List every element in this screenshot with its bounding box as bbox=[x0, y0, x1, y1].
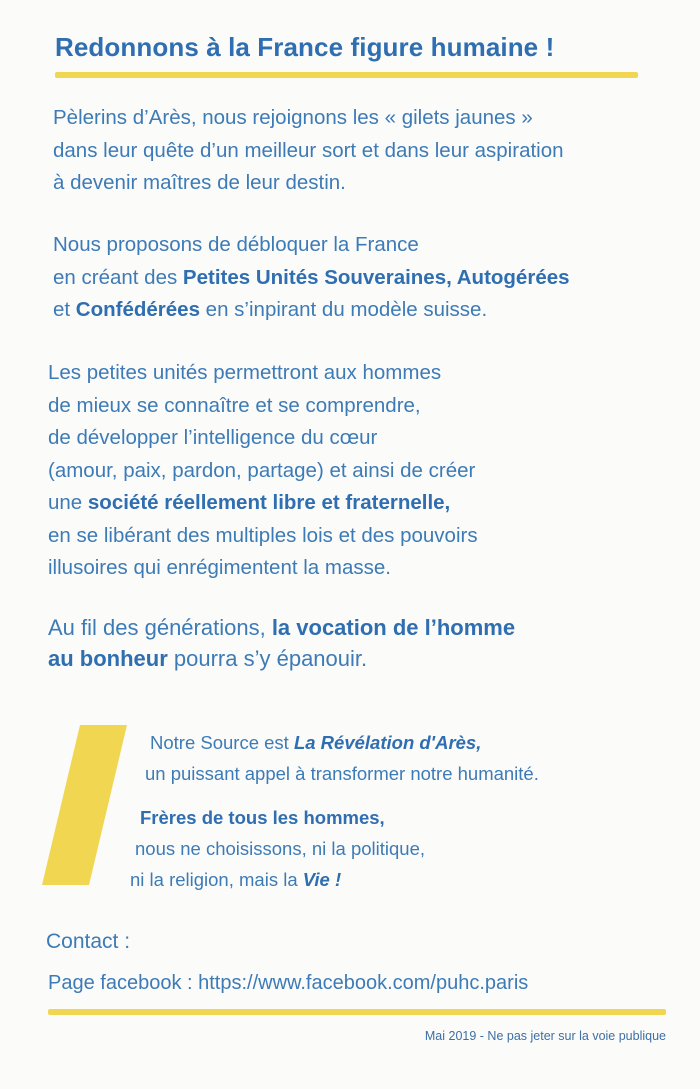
page-title: Redonnons à la France figure humaine ! bbox=[55, 32, 555, 62]
proposal-line bbox=[53, 262, 570, 295]
vocation-emphasis: au bonheur bbox=[48, 646, 168, 671]
brothers-heading: Frères de tous les hommes, bbox=[140, 807, 385, 828]
units-line: de développer l’intelligence du cœur bbox=[48, 426, 378, 449]
units-line bbox=[48, 487, 478, 520]
brothers-text: ni la religion, mais la bbox=[130, 869, 303, 890]
intro-line: Pèlerins d’Arès, nous rejoignons les « gilets jaunes » bbox=[53, 106, 533, 129]
brothers-line: nous ne choisissons, ni la politique, bbox=[135, 838, 426, 859]
proposal-line: Nous proposons de débloquer la France bbox=[53, 233, 419, 256]
proposal-text: en s’inpirant du modèle suisse. bbox=[199, 298, 488, 321]
vocation-emphasis: la vocation de l’homme bbox=[271, 615, 516, 640]
vocation-text: Au fil des générations, bbox=[48, 615, 272, 640]
proposal-emphasis: Confédérées bbox=[75, 298, 200, 321]
intro-line: dans leur quête d’un meilleur sort et dans leur aspiration bbox=[53, 138, 564, 162]
bottom-divider bbox=[48, 1009, 666, 1015]
proposal-line bbox=[53, 294, 570, 327]
proposal-text: et bbox=[53, 298, 76, 321]
units-line: Les petites unités permettront aux hommes bbox=[48, 361, 442, 384]
title-underline bbox=[55, 72, 638, 78]
proposal-emphasis: Petites Unités Souveraines, Autogérées bbox=[182, 265, 570, 289]
units-line: en se libérant des multiples lois et des pouvoirs bbox=[48, 523, 478, 547]
brothers-emphasis: Vie ! bbox=[302, 869, 342, 890]
units-line: illusoires qui enrégimentent la masse. bbox=[48, 556, 391, 579]
source-line bbox=[150, 727, 539, 758]
vocation-line bbox=[48, 612, 515, 643]
units-text: une bbox=[48, 491, 88, 514]
source-text: Notre Source est bbox=[150, 732, 294, 753]
units-emphasis: société réellement libre et fraternelle, bbox=[87, 491, 451, 514]
quote-mark-bar bbox=[42, 725, 127, 885]
units-line: (amour, paix, pardon, partage) et ainsi de créer bbox=[48, 458, 476, 482]
source-quote bbox=[145, 727, 539, 789]
facebook-contact: Page facebook : https://www.facebook.com/puhc.paris bbox=[48, 972, 529, 994]
units-paragraph bbox=[48, 357, 478, 585]
brothers-line bbox=[130, 864, 425, 895]
intro-line: à devenir maîtres de leur destin. bbox=[53, 171, 346, 194]
proposal-text: en créant des bbox=[53, 265, 183, 289]
source-title: La Révélation d'Arès, bbox=[293, 732, 482, 753]
vocation-paragraph bbox=[48, 612, 515, 674]
source-line: un puissant appel à transformer notre humanité. bbox=[145, 763, 539, 784]
contact-label: Contact : bbox=[46, 930, 131, 953]
footer-note: Mai 2019 - Ne pas jeter sur la voie publique bbox=[424, 1029, 666, 1043]
vocation-text: pourra s’y épanouir. bbox=[167, 646, 368, 671]
units-line: de mieux se connaître et se comprendre, bbox=[48, 393, 421, 417]
brothers-line bbox=[140, 802, 425, 833]
proposal-paragraph bbox=[53, 229, 570, 327]
vocation-line bbox=[48, 643, 515, 674]
brothers-quote bbox=[130, 802, 425, 895]
intro-paragraph bbox=[53, 102, 564, 200]
